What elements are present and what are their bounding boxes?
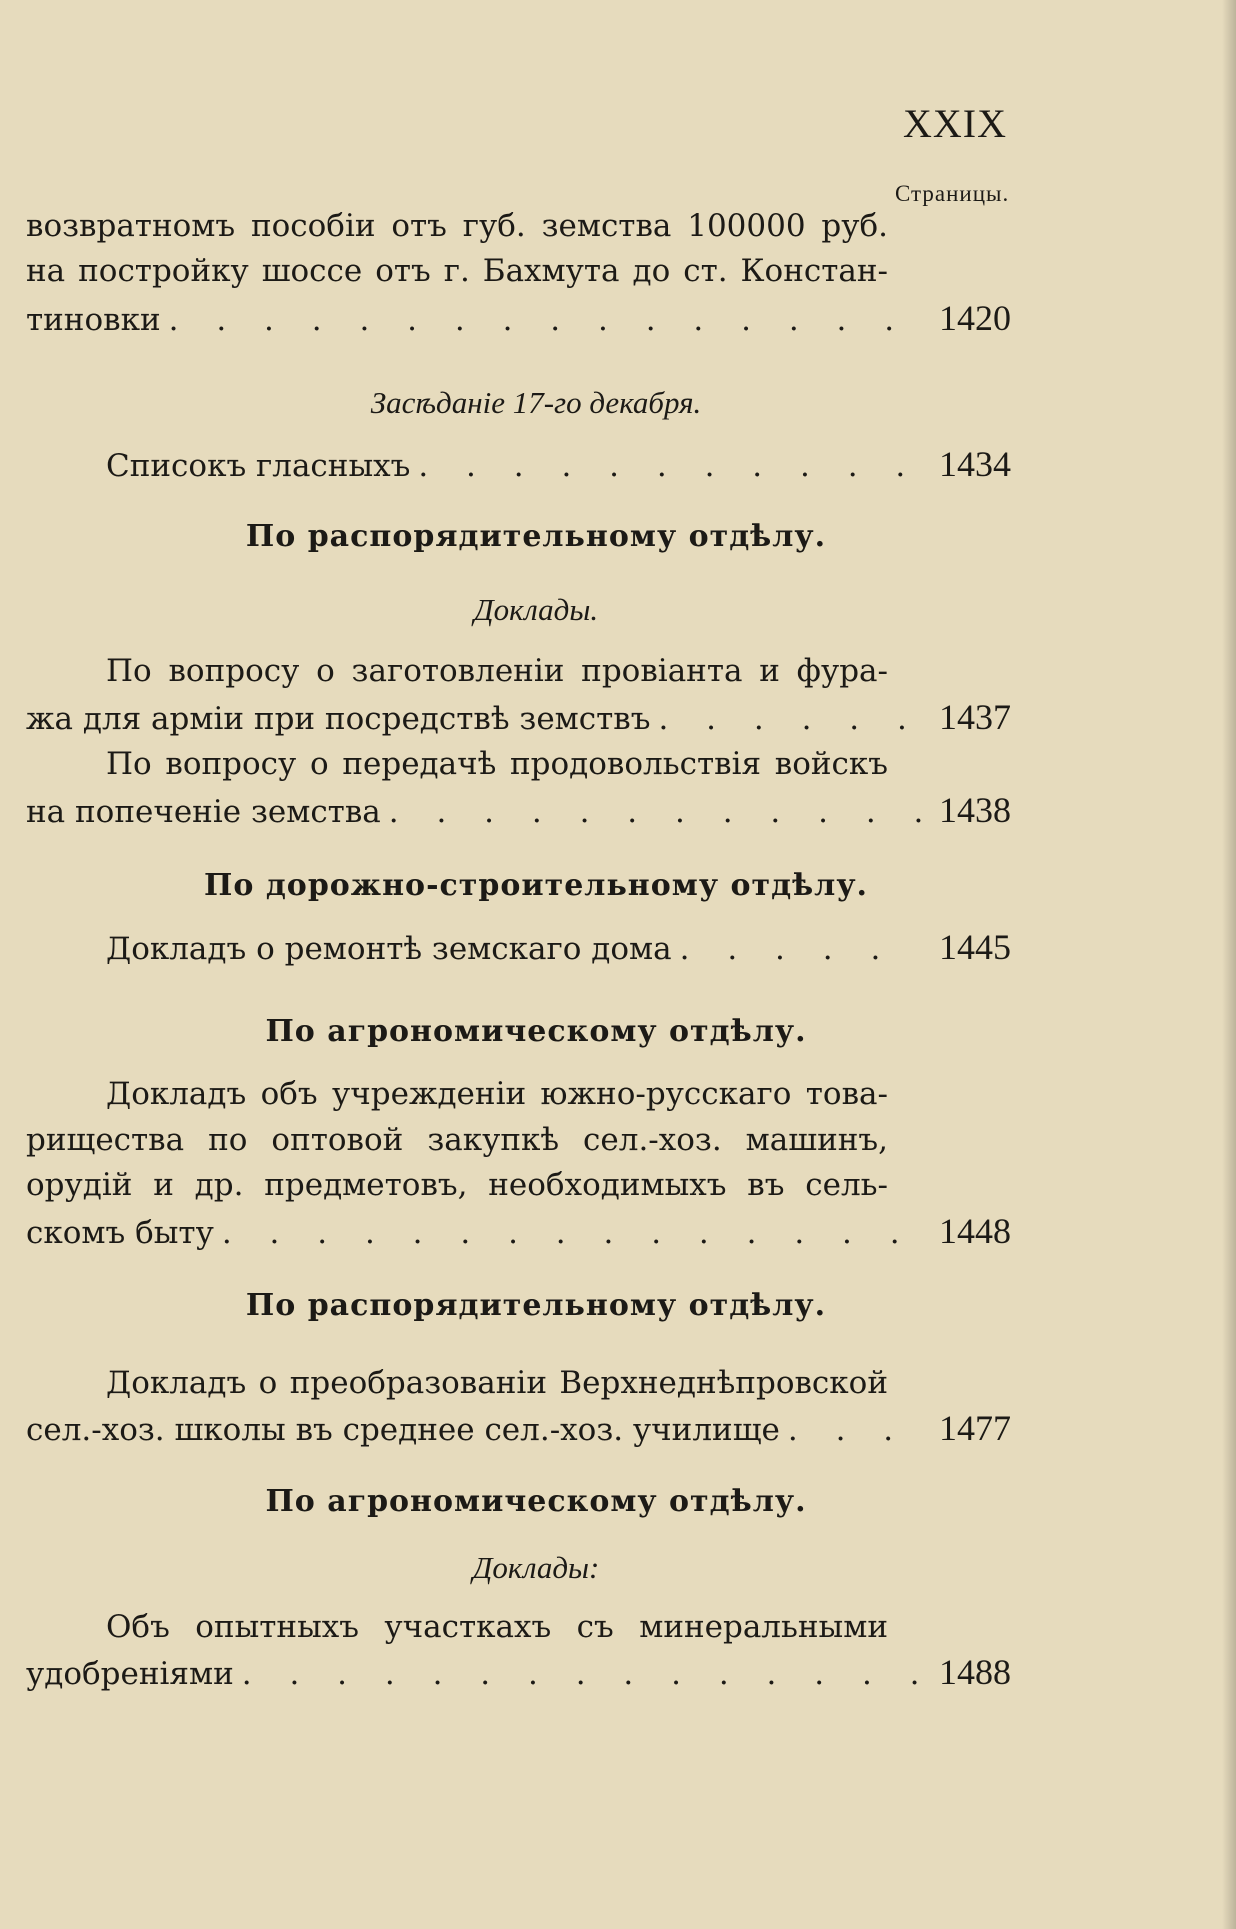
section-heading: По агрономическому отдѣлу. bbox=[265, 1014, 807, 1049]
toc-entry bbox=[26, 788, 1011, 833]
entry-page-number: 1438 bbox=[939, 790, 1011, 830]
entry-page-number: 1477 bbox=[939, 1408, 1011, 1448]
entry-text-line: Объ опытныхъ участкахъ съ минеральными bbox=[106, 1609, 888, 1645]
dot-leader bbox=[418, 444, 921, 489]
dot-leader bbox=[222, 1211, 921, 1256]
entry-text-line: По вопросу о передачѣ продовольствія войскъ bbox=[106, 746, 888, 782]
entry-text-line: скомъ быту bbox=[26, 1215, 214, 1251]
subsection-heading: Доклады. bbox=[473, 592, 599, 627]
dot-leader bbox=[658, 697, 921, 742]
entry-page-number: 1445 bbox=[939, 927, 1011, 967]
toc-entry bbox=[26, 1406, 1011, 1451]
section-heading: По агрономическому отдѣлу. bbox=[265, 1484, 807, 1519]
toc-entry bbox=[106, 442, 1011, 487]
entry-text-line: По вопросу о заготовленіи провіанта и фура- bbox=[106, 653, 888, 689]
toc-entry bbox=[26, 1650, 1011, 1695]
toc-entry bbox=[26, 1209, 1011, 1254]
entry-text-line: орудій и др. предметовъ, необходимыхъ въ сель- bbox=[26, 1167, 888, 1203]
dot-leader bbox=[242, 1652, 921, 1697]
page-number-roman: XXIX bbox=[903, 101, 1007, 146]
entry-text-line: Докладъ объ учрежденіи южно-русскаго това- bbox=[106, 1076, 888, 1112]
entry-text-line: на попеченіе земства bbox=[26, 794, 381, 830]
page-edge-shadow bbox=[1222, 0, 1236, 1929]
entry-text-line: сел.-хоз. школы въ среднее сел.-хоз. училище bbox=[26, 1412, 780, 1448]
entry-page-number: 1448 bbox=[939, 1211, 1011, 1251]
entry-text-line: Докладъ о преобразованіи Верхнеднѣпровской bbox=[106, 1365, 888, 1401]
subsection-heading: Доклады: bbox=[472, 1550, 600, 1585]
entry-text-line: рищества по оптовой закупкѣ сел.-хоз. машинъ, bbox=[26, 1122, 888, 1158]
dot-leader bbox=[389, 790, 921, 835]
entry-page-number: 1437 bbox=[939, 697, 1011, 737]
entry-page-number: 1434 bbox=[939, 444, 1011, 484]
entry-text-line: Списокъ гласныхъ bbox=[106, 448, 411, 484]
dot-leader bbox=[680, 927, 921, 972]
meeting-heading: Засѣданіе 17-го декабря. bbox=[370, 385, 702, 420]
section-heading: По распорядительному отдѣлу. bbox=[245, 1288, 827, 1323]
dot-leader bbox=[788, 1408, 921, 1453]
toc-entry bbox=[26, 695, 1011, 740]
dot-leader bbox=[169, 298, 921, 343]
entry-text-line: возвратномъ пособіи отъ губ. земства 100000 руб. bbox=[26, 208, 888, 244]
section-heading: По распорядительному отдѣлу. bbox=[245, 519, 827, 554]
entry-text-line: тиновки bbox=[26, 302, 161, 338]
entry-page-number: 1420 bbox=[939, 298, 1011, 338]
toc-entry bbox=[106, 925, 1011, 970]
pages-column-label: Страницы. bbox=[895, 181, 1010, 206]
toc-entry bbox=[26, 296, 1011, 341]
entry-page-number: 1488 bbox=[939, 1652, 1011, 1692]
entry-text-line: удобреніями bbox=[26, 1656, 234, 1692]
entry-text-line: Докладъ о ремонтѣ земскаго дома bbox=[106, 931, 672, 967]
section-heading: По дорожно-строительному отдѣлу. bbox=[204, 868, 868, 903]
entry-text-line: жа для арміи при посредствѣ земствъ bbox=[26, 701, 651, 737]
entry-text-line: на постройку шоссе отъ г. Бахмута до ст. Констан- bbox=[26, 253, 888, 289]
